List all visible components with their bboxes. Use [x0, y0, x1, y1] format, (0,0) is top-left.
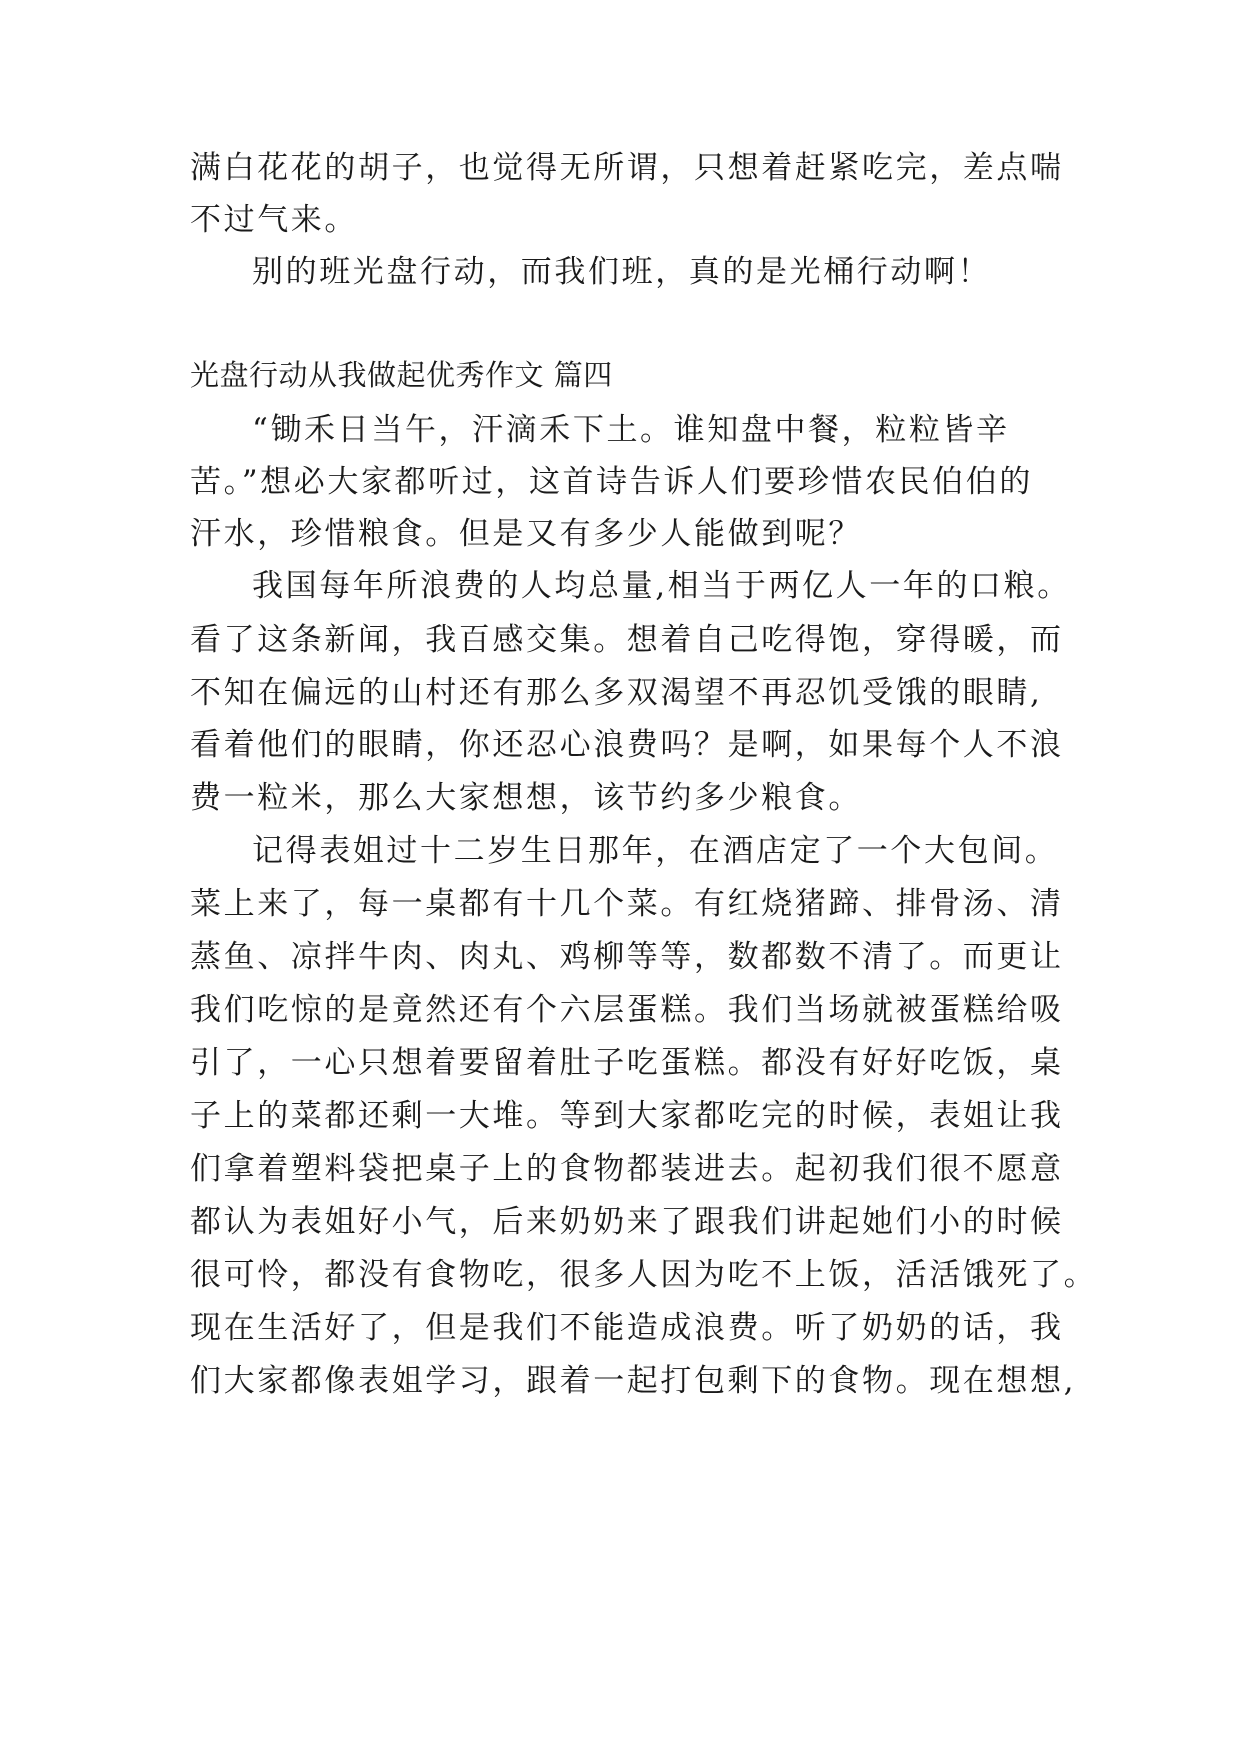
- text-line: 我们吃惊的是竟然还有个六层蛋糕。我们当场就被蛋糕给吸: [190, 992, 1064, 1028]
- text-line: 很可怜，都没有食物吃，很多人因为吃不上饭，活活饿死了。: [190, 1257, 1098, 1293]
- text-line: “锄禾日当午，汗滴禾下土。谁知盘中餐，粒粒皆辛: [252, 412, 1010, 448]
- text-line: 引了，一心只想着要留着肚子吃蛋糕。都没有好好吃饭，桌: [190, 1045, 1064, 1081]
- text-line: 现在生活好了，但是我们不能造成浪费。听了奶奶的话，我: [190, 1310, 1064, 1346]
- text-line: 看了这条新闻，我百感交集。想着自己吃得饱，穿得暖，而: [190, 622, 1064, 658]
- text-line: 别的班光盘行动，而我们班，真的是光桶行动啊！: [252, 254, 992, 290]
- text-line: 们大家都像表姐学习，跟着一起打包剩下的食物。现在想想,: [190, 1363, 1077, 1399]
- section-heading: 光盘行动从我做起优秀作文 篇四: [190, 358, 613, 392]
- text-line: 我国每年所浪费的人均总量,相当于两亿人一年的口粮。: [252, 568, 1071, 604]
- text-line: 不知在偏远的山村还有那么多双渴望不再忍饥受饿的眼睛,: [190, 675, 1043, 711]
- text-line: 汗水，珍惜粮食。但是又有多少人能做到呢？: [190, 516, 862, 552]
- text-line: 子上的菜都还剩一大堆。等到大家都吃完的时候，表姐让我: [190, 1098, 1064, 1134]
- text-line: 费一粒米，那么大家想想，该节约多少粮食。: [190, 780, 862, 816]
- text-line: 蒸鱼、凉拌牛肉、肉丸、鸡柳等等，数都数不清了。而更让: [190, 939, 1064, 975]
- text-line: 们拿着塑料袋把桌子上的食物都装进去。起初我们很不愿意: [190, 1151, 1064, 1187]
- text-line: 苦。”想必大家都听过，这首诗告诉人们要珍惜农民伯伯的: [190, 464, 1033, 500]
- text-line: 不过气来。: [190, 202, 358, 238]
- text-line: 菜上来了，每一桌都有十几个菜。有红烧猪蹄、排骨汤、清: [190, 886, 1064, 922]
- text-line: 看着他们的眼睛，你还忍心浪费吗？是啊，如果每个人不浪: [190, 727, 1064, 763]
- text-line: 都认为表姐好小气，后来奶奶来了跟我们讲起她们小的时候: [190, 1204, 1064, 1240]
- text-line: 记得表姐过十二岁生日那年，在酒店定了一个大包间。: [252, 833, 1059, 869]
- text-line: 满白花花的胡子，也觉得无所谓，只想着赶紧吃完，差点喘: [190, 150, 1064, 186]
